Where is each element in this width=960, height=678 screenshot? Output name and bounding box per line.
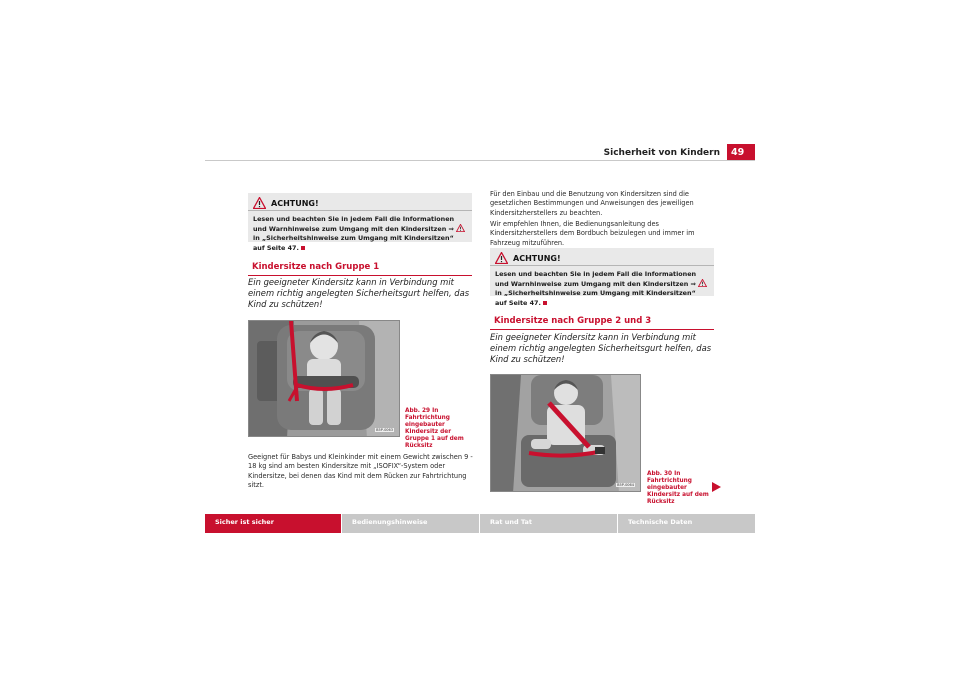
warning-text <box>495 270 709 308</box>
end-marker <box>301 246 305 250</box>
warning-triangle-icon <box>456 224 465 232</box>
warning-link-text[interactable]: in „Sicherheitshinweise zum Umgang mit Kindersitzen“ auf Seite 47. <box>495 289 696 307</box>
warning-title: ACHTUNG! <box>513 253 561 263</box>
footer-tab-rat-und-tat[interactable]: Rat und Tat <box>480 514 617 533</box>
footer-tab-bedienungshinweise[interactable]: Bedienungshinweise <box>342 514 479 533</box>
warning-text-part: Lesen und beachten Sie in jedem Fall die Informationen und Warnhinweise zum Umgang mit den Kindersitzen ⇒ <box>253 215 455 234</box>
warning-text <box>253 215 467 253</box>
page-header-title: Sicherheit von Kindern <box>603 148 720 158</box>
body-paragraph-1: Für den Einbau und die Benutzung von Kindersitzen sind die gesetzlichen Bestimmungen und Anweisungen des jeweiligen Kindersitzherstellers zu beachten. <box>490 190 694 217</box>
warning-triangle-icon <box>253 197 266 209</box>
figure-29-image <box>248 320 400 437</box>
section-title-group1: Kindersitze nach Gruppe 1 <box>248 262 472 276</box>
warning-text-part: Lesen und beachten Sie in jedem Fall die Informationen und Warnhinweise zum Umgang mit den Kindersitzen ⇒ <box>495 270 697 289</box>
end-marker <box>543 301 547 305</box>
header-divider <box>205 160 755 161</box>
body-paragraph-group1: Geeignet für Babys und Kleinkinder mit einem Gewicht zwischen 9 - 18 kg sind am besten Kindersitze mit „ISOFIX“-System oder Kindersitze, bei denen das Kind mit dem Rücken zur Fahrtrichtung sitzt. <box>248 453 473 489</box>
warning-header <box>490 251 714 266</box>
child-seat-group2-3-illustration <box>491 375 641 492</box>
warning-link-text[interactable]: in „Sicherheitshinweise zum Umgang mit Kindersitzen“ auf Seite 47. <box>253 234 454 252</box>
figure-code: B5P-0064 <box>617 483 634 487</box>
warning-title: ACHTUNG! <box>271 198 319 208</box>
child-seat-group1-illustration <box>249 321 400 437</box>
warning-box-right <box>490 248 714 307</box>
figure-30-image <box>490 374 641 492</box>
warning-header <box>248 196 472 211</box>
section-intro-group2-3: Ein geeigneter Kindersitz kann in Verbindung mit einem richtig angelegten Sicherheitsgurt helfen, das Kind zu schützen! <box>490 332 712 364</box>
section-intro-group1: Ein geeigneter Kindersitz kann in Verbindung mit einem richtig angelegten Sicherheitsgurt helfen, das Kind zu schützen! <box>248 277 470 309</box>
page-number: 49 <box>727 144 755 161</box>
warning-triangle-icon <box>495 252 508 264</box>
footer-tab-technische-daten[interactable]: Technische Daten <box>618 514 755 533</box>
section-title-group2-3: Kindersitze nach Gruppe 2 und 3 <box>490 316 714 330</box>
warning-triangle-icon <box>698 279 707 287</box>
body-paragraph-2: Wir empfehlen Ihnen, die Bedienungsanleitung des Kindersitzherstellers dem Bordbuch beizulegen und immer im Fahrzeug mitzuführen. <box>490 220 695 247</box>
footer-tab-sicher-ist-sicher[interactable]: Sicher ist sicher <box>205 514 341 533</box>
figure-29-caption: Abb. 29 In Fahrtrichtung eingebauter Kindersitz der Gruppe 1 auf dem Rücksitz <box>405 408 464 449</box>
figure-code: B5P-0063 <box>376 428 393 432</box>
continue-arrow-icon[interactable] <box>712 482 721 492</box>
figure-30-caption: Abb. 30 In Fahrtrichtung eingebauter Kindersitz auf dem Rücksitz <box>647 471 709 505</box>
warning-box-left <box>248 193 472 252</box>
